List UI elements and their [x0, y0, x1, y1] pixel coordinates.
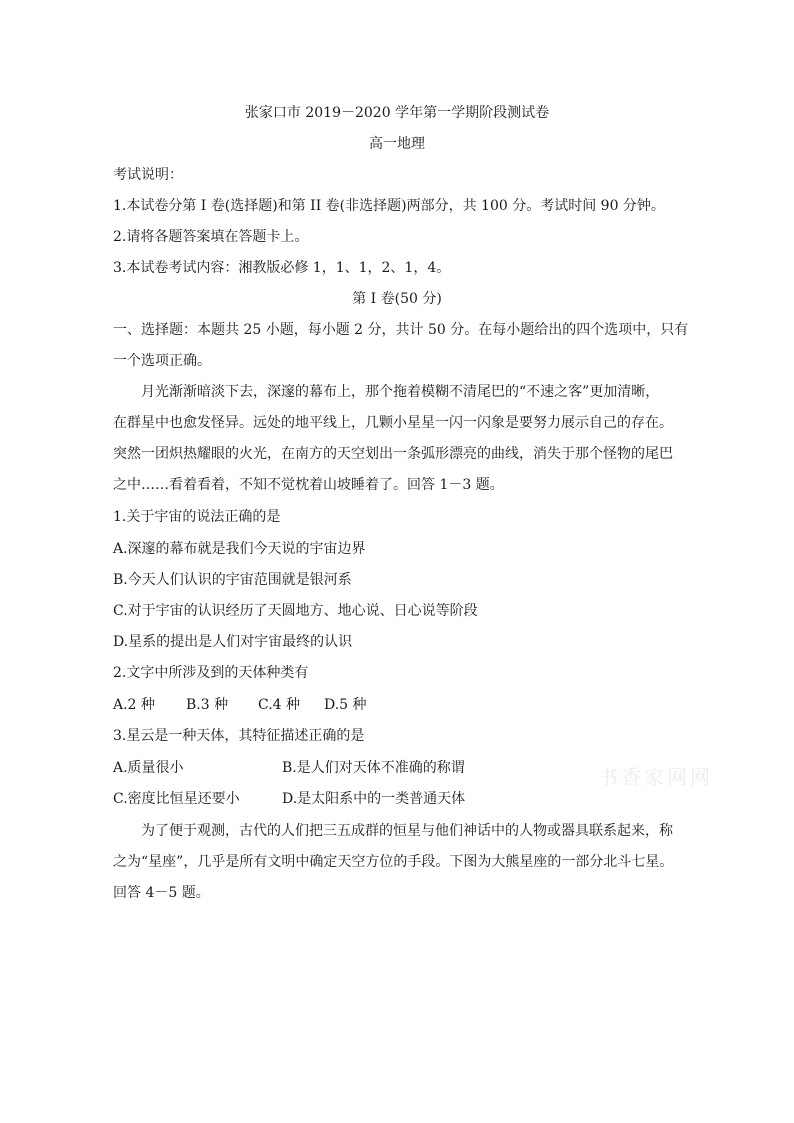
instructions-heading: 考试说明：: [113, 167, 183, 183]
passage-line: 月光渐渐暗淡下去，深邃的幕布上，那个拖着模糊不清尾巴的“不速之客”更加清晰，: [141, 384, 660, 400]
section-intro-line: 一个选项正确。: [113, 353, 211, 369]
question-option: A.深邃的幕布就是我们今天说的宇宙边界: [113, 541, 366, 557]
passage-line: 突然一团炽热耀眼的火光，在南方的天空划出一条弧形漂亮的曲线，消失于那个怪物的尾巴: [113, 446, 673, 462]
question-option: C.密度比恒星还要小: [113, 791, 240, 807]
question-stem: 2.文字中所涉及到的天体种类有: [113, 665, 309, 681]
instruction-item: 2.请将各题答案填在答题卡上。: [113, 229, 309, 245]
question-stem: 3.星云是一种天体，其特征描述正确的是: [113, 728, 365, 744]
question-option: C.4 种: [258, 697, 301, 713]
passage-line: 之为“星座”，几乎是所有文明中确定天空方位的手段。下图为大熊星座的一部分北斗七星。: [113, 854, 674, 870]
subject-title: 高一地理: [369, 136, 425, 152]
watermark: 书香家网网: [598, 765, 713, 789]
passage-line: 之中……看着看着，不知不觉枕着山坡睡着了。回答 1－3 题。: [113, 477, 504, 493]
question-option: B.3 种: [186, 697, 229, 713]
section-intro-line: 一、选择题：本题共 25 小题，每小题 2 分，共计 50 分。在每小题给出的四个选项中，只有: [113, 322, 689, 338]
section-title: 第 I 卷(50 分): [352, 291, 442, 307]
instruction-item: 1.本试卷分第 I 卷(选择题)和第 II 卷(非选择题)两部分，共 100 分。考试时间 90 分钟。: [113, 198, 665, 214]
instruction-item: 3.本试卷考试内容：湘教版必修 1，1、1，2、1，4。: [113, 260, 451, 276]
question-option: B.是人们对天体不准确的称谓: [282, 760, 465, 776]
passage-line: 在群星中也愈发怪异。远处的地平线上，几颗小星星一闪一闪象是要努力展示自己的存在。: [113, 415, 673, 431]
question-option: C.对于宇宙的认识经历了天圆地方、地心说、日心说等阶段: [113, 603, 478, 619]
question-option: A.质量很小: [113, 760, 184, 776]
passage-line: 回答 4－5 题。: [113, 885, 210, 901]
question-stem: 1.关于宇宙的说法正确的是: [113, 509, 281, 525]
question-option: B.今天人们认识的宇宙范围就是银河系: [113, 572, 352, 588]
question-option: A.2 种: [113, 697, 155, 713]
question-option: D.星系的提出是人们对宇宙最终的认识: [113, 634, 353, 650]
question-option: D.是太阳系中的一类普通天体: [282, 791, 466, 807]
question-option: D.5 种: [324, 697, 367, 713]
exam-title: 张家口市 2019－2020 学年第一学期阶段测试卷: [244, 105, 550, 121]
passage-line: 为了便于观测，古代的人们把三五成群的恒星与他们神话中的人物或器具联系起来，称: [141, 823, 673, 839]
